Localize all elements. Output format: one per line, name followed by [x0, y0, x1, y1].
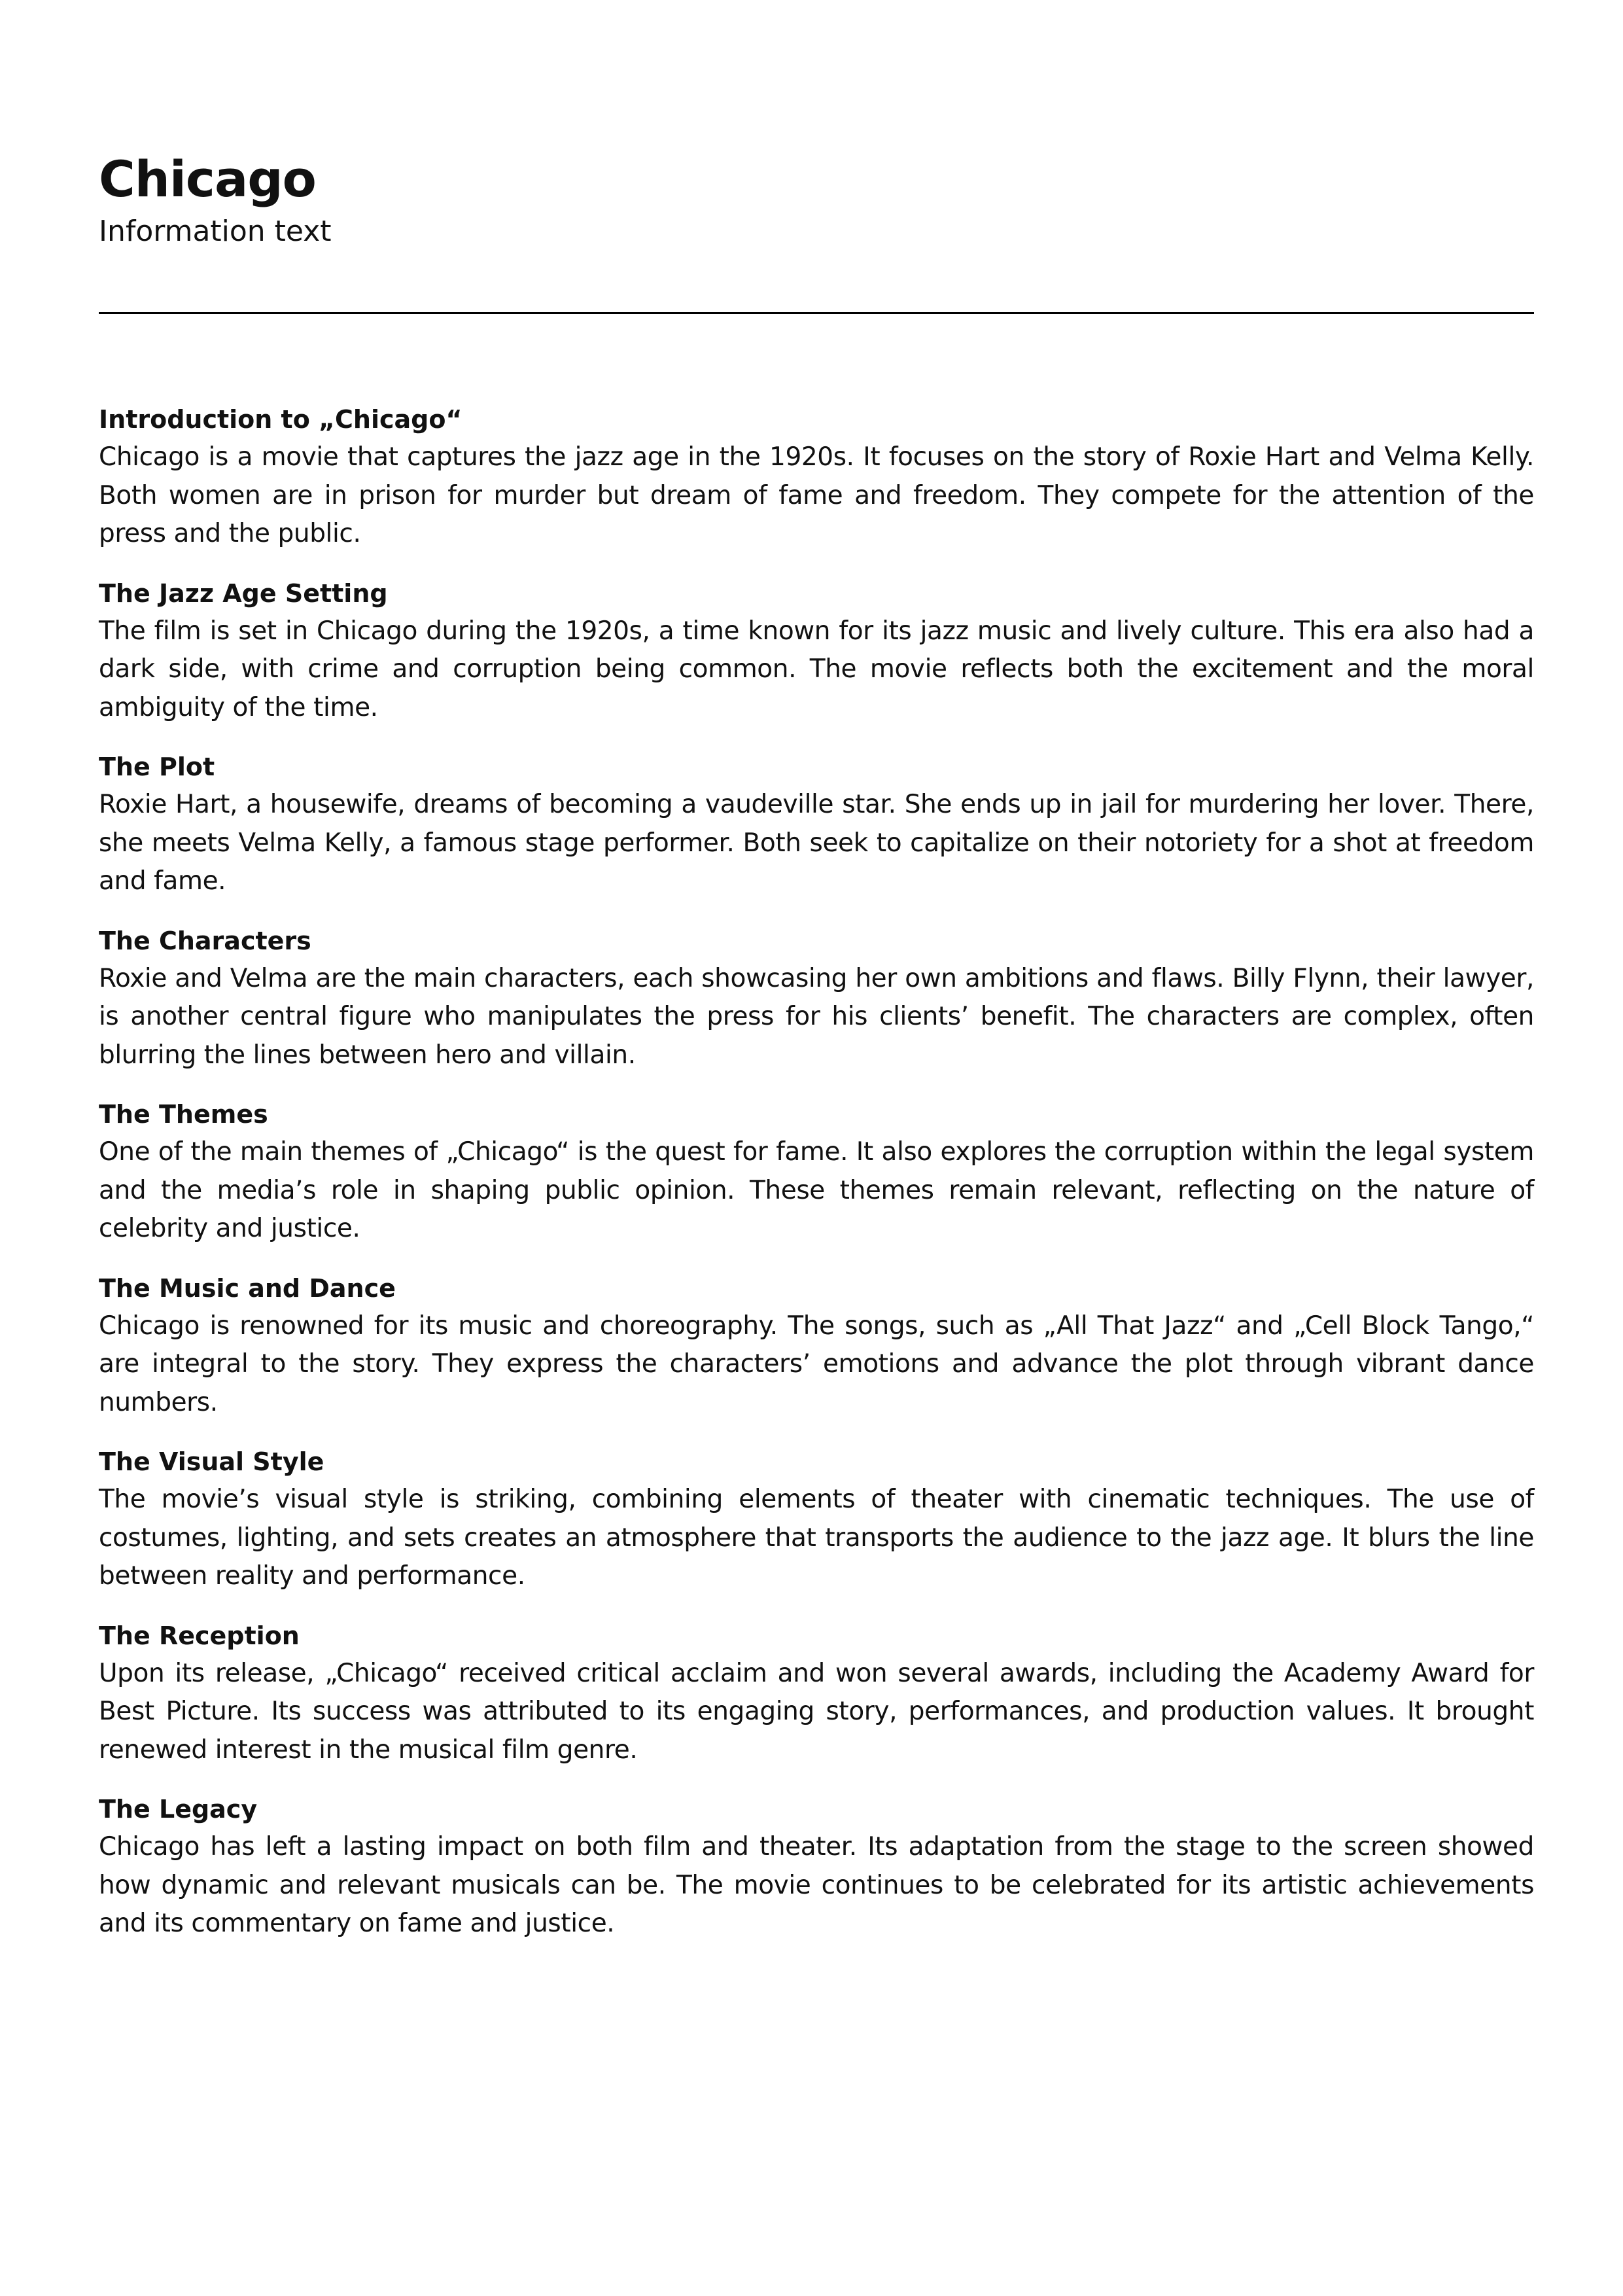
section-paragraph: Chicago is a movie that captures the jazz age in the 1920s. It focuses on the story of Roxie Hart and Velma Kelly. Both women are in prison for murder but dream of fame and freedom. They compete for the attention of the press and the public. [99, 442, 1534, 548]
section-introduction [99, 400, 1534, 554]
section-paragraph: One of the main themes of „Chicago“ is the quest for fame. It also explores the corruption within the legal system and the media’s role in shaping public opinion. These themes remain relevant, reflecting on the nature of celebrity and justice. [99, 1137, 1534, 1243]
page-subtitle: Information text [99, 215, 332, 248]
section-paragraph: Roxie Hart, a housewife, dreams of becoming a vaudeville star. She ends up in jail for murdering her lover. There, she meets Velma Kelly, a famous stage performer. Both seek to capitalize on their notoriety for a shot at freedom and fame. [99, 790, 1534, 896]
section-heading: The Reception [99, 1621, 300, 1650]
section-characters [99, 922, 1534, 1075]
section-heading: The Legacy [99, 1795, 258, 1824]
section-paragraph: The movie’s visual style is striking, combining elements of theater with cinematic techniques. The use of costumes, lighting, and sets creates an atmosphere that transports the audience to the jazz age. It blurs the line between reality and performance. [99, 1485, 1534, 1591]
section-heading: The Visual Style [99, 1447, 324, 1476]
section-visual-style [99, 1443, 1534, 1596]
section-plot [99, 748, 1534, 901]
section-heading: The Jazz Age Setting [99, 578, 388, 608]
section-heading: The Characters [99, 926, 311, 955]
section-paragraph: Chicago has left a lasting impact on both film and theater. Its adaptation from the stage to the screen showed how dynamic and relevant musicals can be. The movie continues to be celebrated for its artistic achievements and its commentary on fame and justice. [99, 1832, 1534, 1938]
section-heading: The Themes [99, 1100, 268, 1129]
section-reception [99, 1617, 1534, 1770]
section-legacy [99, 1790, 1534, 1943]
document-body [99, 400, 1534, 1964]
section-paragraph: The film is set in Chicago during the 1920s, a time known for its jazz music and lively culture. This era also had a dark side, with crime and corruption being common. The movie reflects both the excitement and the moral ambiguity of the time. [99, 616, 1534, 722]
section-heading: Introduction to „Chicago“ [99, 405, 462, 434]
section-paragraph: Chicago is renowned for its music and choreography. The songs, such as „All That Jazz“ and „Cell Block Tango,“ are integral to the story. They express the characters’ emotions and advance the plot through vibrant dance numbers. [99, 1311, 1534, 1417]
section-heading: The Music and Dance [99, 1273, 396, 1303]
header-divider [99, 312, 1534, 314]
section-themes [99, 1095, 1534, 1248]
section-jazz-age-setting [99, 574, 1534, 728]
section-paragraph: Roxie and Velma are the main characters, each showcasing her own ambitions and flaws. Billy Flynn, their lawyer, is another central figure who manipulates the press for his clients’ benefit. The characters are complex, often blurring the lines between hero and villain. [99, 963, 1534, 1070]
section-music-and-dance [99, 1269, 1534, 1422]
section-paragraph: Upon its release, „Chicago“ received critical acclaim and won several awards, including the Academy Award for Best Picture. Its success was attributed to its engaging story, performances, and production values. It brought renewed interest in the musical film genre. [99, 1658, 1534, 1765]
page-title: Chicago [99, 150, 316, 208]
section-heading: The Plot [99, 752, 215, 781]
